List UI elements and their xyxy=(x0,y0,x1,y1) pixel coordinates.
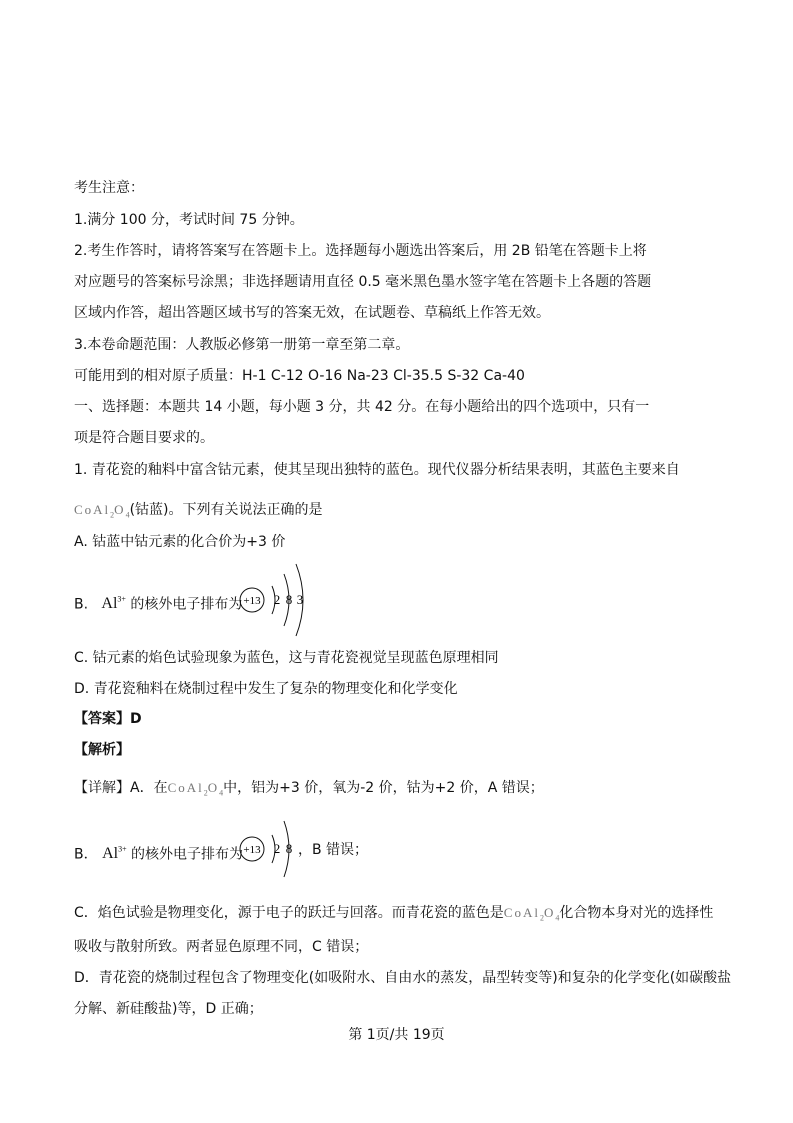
page-footer: 第 1页/共 19页 xyxy=(348,1027,445,1043)
notice-item-1: 1.满分 100 分，考试时间 75 分钟。 xyxy=(74,212,304,228)
shell-count-2: 8 xyxy=(285,592,293,607)
notice-item-2-line-2: 对应题号的答案标号涂黑；非选择题请用直径 0.5 毫米黑色墨水签字笔在答题卡上各题的答题 xyxy=(74,274,652,290)
question-1-stem: 1. 青花瓷的釉料中富含钴元素，使其呈现出独特的蓝色。现代仪器分析结果表明，其蓝色主要来自 xyxy=(74,462,680,478)
notice-item-2-line-1: 2.考生作答时，请将答案写在答题卡上。选择题每小题选出答案后，用 2B 铅笔在答题卡上将 xyxy=(74,243,647,259)
notice-heading: 考生注意： xyxy=(74,180,144,196)
shell-count-1: 2 xyxy=(273,592,281,607)
section-heading-line-2: 项是符合题目要求的。 xyxy=(74,430,214,446)
detail-a: 【详解】A．在$CoAl_2O_4$中，铝为+3 价，氧为-2 价，钴为+2 价，A 错误； xyxy=(74,780,544,798)
notice-item-3: 3.本卷命题范围：人教版必修第一册第一章至第二章。 xyxy=(74,337,410,353)
detail-d-line-1: D．青花瓷的烧制过程包含了物理变化(如吸附水、自由水的蒸发，晶型转变等)和复杂的化学变化(如碳酸盐 xyxy=(74,970,732,986)
option-a: A. 钴蓝中钴元素的化合价为+3 价 xyxy=(74,534,286,550)
electron-diagram-option-b xyxy=(236,560,316,638)
nucleus-label-correct: +13 xyxy=(243,844,261,856)
cobalt-blue-formula-detail-a: $CoAl_2O_4$ xyxy=(167,780,224,798)
shell-count-3: 3 xyxy=(296,592,304,607)
detail-b: B． $Al^{3+}$ 的核外电子排布为 xyxy=(74,845,244,863)
aluminum-ion-symbol-detail: $Al^{3+}$ xyxy=(102,845,127,863)
shell-count-correct-1: 2 xyxy=(273,841,281,856)
option-c: C. 钴元素的焰色试验现象为蓝色，这与青花瓷视觉呈现蓝色原理相同 xyxy=(74,650,499,666)
detail-d-line-2: 分解、新硅酸盐)等，D 正确； xyxy=(74,1001,263,1017)
electron-diagram-correct xyxy=(236,815,306,883)
shell-count-correct-2: 8 xyxy=(285,841,293,856)
question-1-stem-line-2: $CoAl_2O_4$(钴蓝)。下列有关说法正确的是 xyxy=(74,502,323,520)
cobalt-blue-formula-detail-c: $CoAl_2O_4$ xyxy=(503,905,560,923)
atomic-mass-line: 可能用到的相对原子质量：H-1 C-12 O-16 Na-23 Cl-35.5 S-32 Ca-40 xyxy=(74,368,525,384)
detail-c-line-1: C．焰色试验是物理变化，源于电子的跃迁与回落。而青花瓷的蓝色是$CoAl_2O_4$化合物本身对光的选择性 xyxy=(74,905,714,923)
detail-c-line-2: 吸收与散射所致。两者显色原理不同，C 错误； xyxy=(74,939,369,955)
section-heading-line-1: 一、选择题：本题共 14 小题，每小题 3 分，共 42 分。在每小题给出的四个选项中，只有一 xyxy=(74,399,650,415)
notice-item-2-line-3: 区域内作答，超出答题区域书写的答案无效，在试题卷、草稿纸上作答无效。 xyxy=(74,305,550,321)
nucleus-label: +13 xyxy=(243,595,261,607)
detail-b-conclusion: ，B 错误； xyxy=(298,842,369,858)
option-d: D. 青花瓷釉料在烧制过程中发生了复杂的物理变化和化学变化 xyxy=(74,681,458,697)
aluminum-ion-symbol: $Al^{3+}$ xyxy=(101,595,126,613)
analysis-heading: 【解析】 xyxy=(74,742,130,758)
answer-line: 【答案】D xyxy=(74,711,142,727)
cobalt-blue-formula: $CoAl_2O_4$ xyxy=(74,502,130,520)
option-b: B. $Al^{3+}$ 的核外电子排布为 xyxy=(74,595,243,613)
